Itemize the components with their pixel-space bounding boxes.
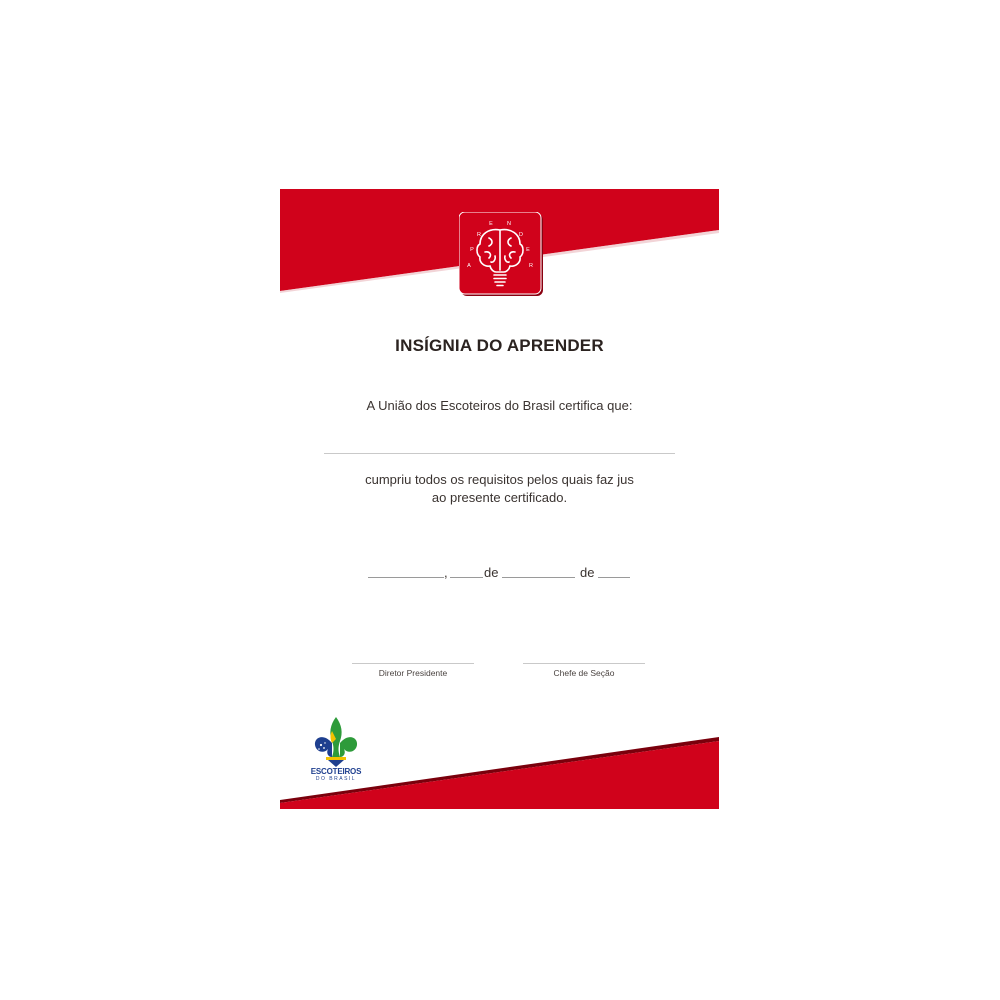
place-blank bbox=[368, 577, 444, 578]
month-blank bbox=[502, 577, 575, 578]
certificate-title: INSÍGNIA DO APRENDER bbox=[395, 336, 604, 355]
day-blank bbox=[450, 577, 483, 578]
scouts-brand-text bbox=[304, 767, 368, 782]
signature-left bbox=[352, 663, 474, 678]
date-de-1: de bbox=[484, 565, 499, 580]
signature-label-left: Diretor Presidente bbox=[378, 668, 448, 678]
signature-right bbox=[523, 663, 645, 678]
signature-line bbox=[523, 663, 645, 664]
date-comma: , bbox=[444, 565, 448, 580]
badge-letter: P bbox=[470, 247, 474, 253]
certifies-line: A União dos Escoteiros do Brasil certifica que: bbox=[366, 398, 633, 413]
date-de-2: de bbox=[580, 565, 595, 580]
logo-line-2: DO BRASIL bbox=[315, 776, 357, 782]
signature-label-right: Chefe de Seção bbox=[553, 668, 615, 678]
aprender-badge-icon bbox=[459, 212, 544, 297]
recipient-name-line bbox=[324, 453, 675, 454]
body-line-2: ao presente certificado. bbox=[431, 490, 568, 505]
badge-letter: A bbox=[467, 263, 471, 269]
logo-line-1: ESCOTEIROS bbox=[310, 767, 362, 776]
badge-letter: R bbox=[477, 232, 481, 238]
certificate-page bbox=[280, 189, 719, 809]
year-blank bbox=[598, 577, 630, 578]
badge-letter: E bbox=[526, 247, 530, 253]
badge-letter: E bbox=[489, 221, 493, 227]
signature-line bbox=[352, 663, 474, 664]
badge-letter: D bbox=[519, 232, 523, 238]
badge-letter: R bbox=[529, 263, 533, 269]
body-line-1: cumpriu todos os requisitos pelos quais faz jus bbox=[365, 472, 634, 487]
certificate-body bbox=[280, 471, 719, 507]
badge-letter: N bbox=[507, 221, 511, 227]
